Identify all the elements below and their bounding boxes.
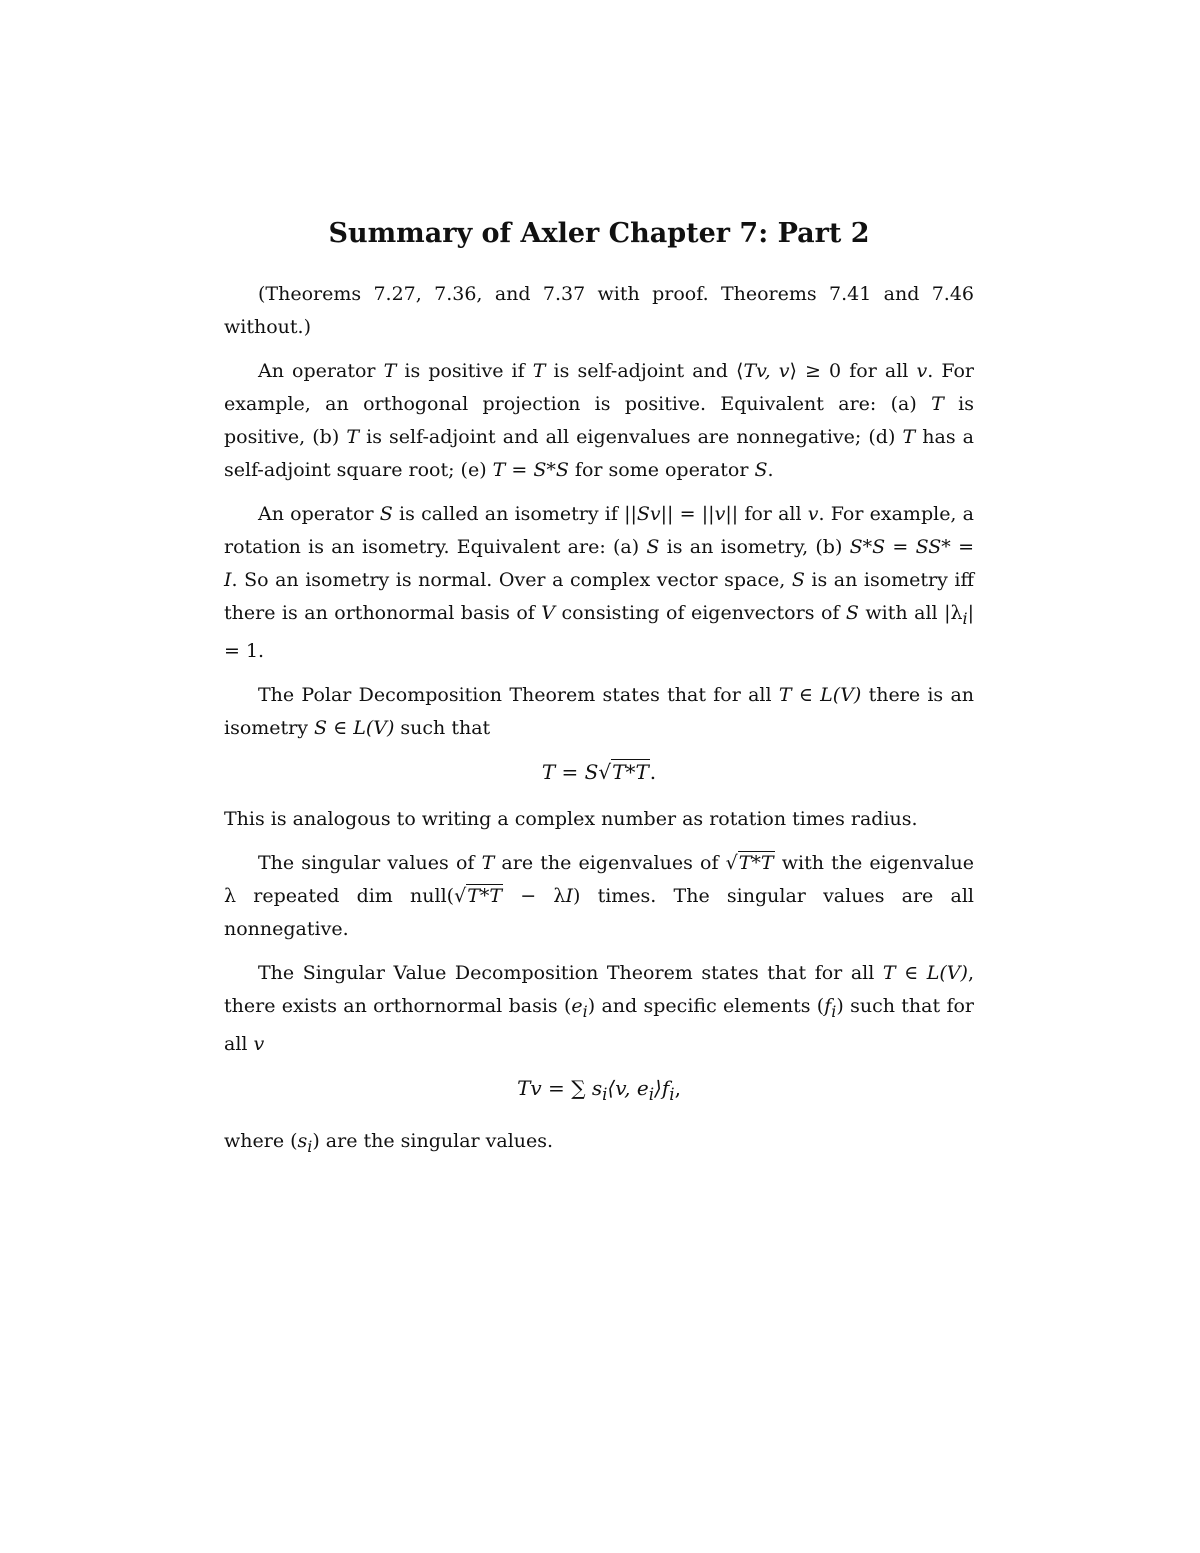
- text-run: ) times. The singular values are all nonnegative.: [224, 884, 974, 940]
- text-run: An operator: [258, 503, 380, 525]
- sqrt-radicand: T*T: [612, 759, 649, 784]
- math-var: T: [882, 961, 896, 984]
- math-var: S: [754, 459, 768, 481]
- text-run: The Polar Decomposition Theorem states that for all: [258, 683, 779, 706]
- text-run: . For example, an orthogonal projection is positive. Equivalent are: (a): [224, 360, 975, 415]
- text-run: An operator: [258, 360, 384, 382]
- math-expression: L(V): [926, 961, 968, 984]
- text-run: ) are the singular values.: [312, 1129, 554, 1152]
- math-var: s: [297, 1129, 308, 1152]
- text-run: is called an isometry if ||: [392, 503, 637, 525]
- math-var: T: [532, 360, 546, 382]
- math-subscript: i: [831, 1001, 837, 1021]
- text-run: | = 1.: [224, 602, 974, 662]
- math-var: T: [481, 851, 495, 874]
- text-run: such that: [394, 716, 491, 739]
- math-var: Tv, v: [743, 360, 790, 382]
- text-run: ∈: [895, 961, 927, 984]
- isometry-paragraph: [224, 498, 974, 668]
- text-run: ∈: [791, 683, 821, 706]
- text-run: ∈: [327, 716, 354, 739]
- text-run: The Singular Value Decomposition Theorem states that for all: [258, 961, 883, 984]
- text-run: . So an isometry is normal. Over a complex vector space,: [231, 569, 792, 591]
- math-subscript: i: [602, 1084, 608, 1104]
- text-run: has a self-adjoint square root; (e): [224, 426, 974, 481]
- text-run: is an isometry iff there is an orthonormal basis of: [224, 569, 974, 624]
- math-var: s: [585, 1075, 603, 1100]
- polar-equation: [224, 756, 974, 789]
- math-var: T: [931, 393, 944, 415]
- math-var: S: [379, 503, 393, 525]
- text-run: ) and specific elements (: [587, 994, 825, 1017]
- text-run: − λ: [503, 884, 566, 907]
- math-expression: T = S*S: [492, 459, 569, 481]
- math-expression: ⟩f: [654, 1075, 670, 1100]
- text-run: consisting of eigenvectors of: [555, 602, 846, 624]
- math-var: T: [346, 426, 360, 448]
- math-var: S: [845, 602, 859, 624]
- svd-equation: [224, 1072, 974, 1111]
- sqrt-radicand: T*T: [467, 884, 503, 907]
- singular-values-paragraph: [224, 847, 974, 946]
- math-subscript: i: [307, 1136, 313, 1156]
- math-var: v: [714, 503, 726, 525]
- math-var: T: [778, 683, 792, 706]
- text-run: ,: [674, 1075, 681, 1100]
- math-expression: L(V): [820, 683, 862, 706]
- intro-paragraph: (Theorems 7.27, 7.36, and 7.37 with proof. Theorems 7.41 and 7.46 without.): [224, 283, 974, 338]
- text-run: is positive, (b): [224, 393, 974, 448]
- math-var: f: [824, 994, 832, 1017]
- text-run: where (: [224, 1129, 298, 1152]
- math-subscript: i: [669, 1084, 675, 1104]
- page-title: Summary of Axler Chapter 7: Part 2: [328, 218, 870, 249]
- math-var: S: [646, 536, 660, 558]
- polar-decomposition-paragraph: [224, 679, 974, 745]
- svd-paragraph: [224, 957, 974, 1061]
- math-var: T: [902, 426, 916, 448]
- sqrt-symbol: √T*T: [598, 759, 649, 784]
- sqrt-radicand: T*T: [738, 851, 774, 874]
- math-expression: S*S = SS* = I: [224, 536, 974, 591]
- math-var: v: [807, 503, 819, 525]
- text-run: is positive if: [396, 360, 533, 382]
- text-run: for some operator: [568, 459, 755, 481]
- text-run: , there exists an orthornormal basis (: [224, 961, 974, 1017]
- text-run: The singular values of: [258, 851, 482, 874]
- text-run: .: [767, 459, 774, 481]
- math-expression: T = S: [541, 759, 599, 784]
- math-var: I: [565, 884, 573, 907]
- math-var: v: [916, 360, 928, 382]
- math-var: v: [253, 1032, 265, 1055]
- text-run: || for all: [725, 503, 808, 525]
- math-expression: L(V): [353, 716, 395, 739]
- text-run: are the eigenvalues of: [494, 851, 726, 874]
- math-expression: ⟨v, e: [607, 1075, 649, 1100]
- text-run: with the eigenvalue λ repeated dim null(: [224, 851, 974, 907]
- math-var: Sv: [636, 503, 661, 525]
- text-run: ) such that for all: [224, 994, 974, 1055]
- analogy-paragraph: This is analogous to writing a complex number as rotation times radius.: [224, 807, 918, 830]
- math-expression: Tv =: [517, 1075, 572, 1100]
- math-var: S: [791, 569, 805, 591]
- text-run: is an isometry, (b): [659, 536, 850, 558]
- closing-paragraph: [224, 1125, 974, 1163]
- positive-operator-paragraph: [224, 355, 974, 487]
- text-run: is self-adjoint and ⟨: [545, 360, 744, 382]
- text-run: ⟩ ≥ 0 for all: [789, 360, 917, 382]
- text-run: || = ||: [660, 503, 715, 525]
- math-var: V: [541, 602, 556, 624]
- document-page: [224, 206, 974, 1173]
- text-run: .: [649, 759, 657, 784]
- math-var: S: [314, 716, 328, 739]
- text-run: there is an isometry: [224, 683, 975, 739]
- math-subscript: i: [582, 1001, 588, 1021]
- sqrt-symbol: √T*T: [725, 851, 774, 874]
- text-run: . For example, a rotation is an isometry. Equivalent are: (a): [224, 503, 975, 558]
- text-run: is self-adjoint and all eigenvalues are nonnegative; (d): [359, 426, 903, 448]
- math-var: T: [383, 360, 397, 382]
- math-var: e: [571, 994, 583, 1017]
- text-run: with all |λ: [858, 602, 963, 624]
- sqrt-symbol: √T*T: [454, 884, 503, 907]
- math-subscript: i: [962, 608, 968, 628]
- math-subscript: i: [648, 1084, 655, 1104]
- summation-symbol: ∑: [571, 1075, 586, 1100]
